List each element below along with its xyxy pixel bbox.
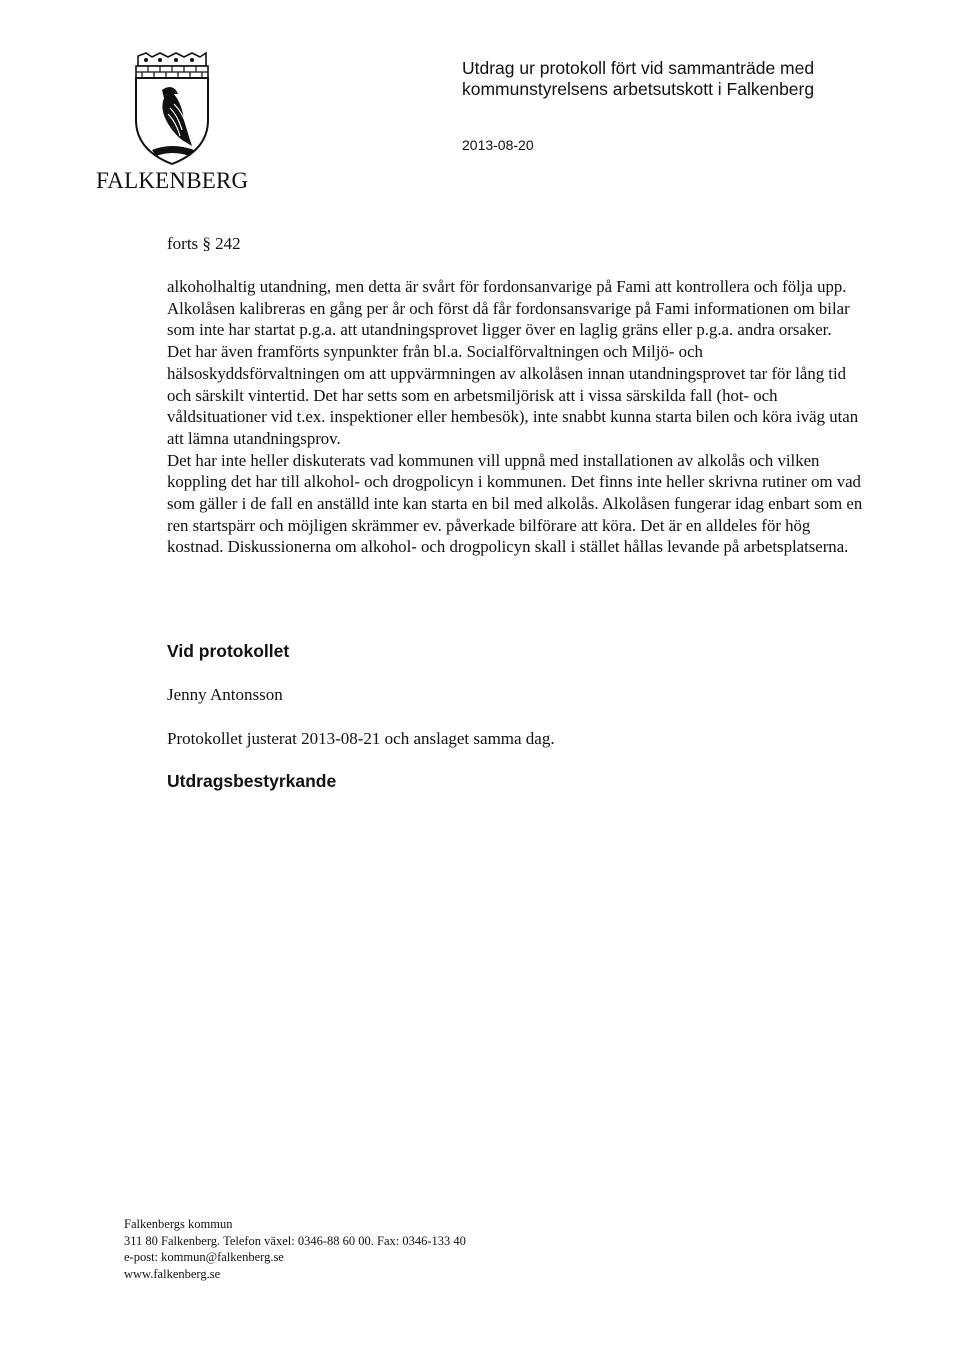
paragraph: Det har även framförts synpunkter från bl.a. Socialförvaltningen och Miljö- och hälsoskyddsförvaltningen om att uppvärmningen av alkolåsen innan utandningsprovet tar för lång tid och särskilt vintertid. Det har setts som en arbetsmiljörisk att i vissa särskilda fall (hot- och våldsituationer vid t.ex. inspektioner eller hembesök), inte snabbt kunna starta bilen och köra iväg utan att lämna utandningsprov. xyxy=(167,342,859,448)
title-line: kommunstyrelsens arbetsutskott i Falkenberg xyxy=(462,79,815,99)
brand-name: FALKENBERG xyxy=(96,168,249,193)
adjustment-note: Protokollet justerat 2013-08-21 och anslaget samma dag. xyxy=(167,729,555,748)
coat-of-arms-icon xyxy=(130,50,212,168)
footer-address: 311 80 Falkenberg. Telefon växel: 0346-88 60 00. Fax: 0346-133 40 xyxy=(124,1233,466,1248)
section-reference: forts § 242 xyxy=(167,234,241,253)
footer xyxy=(124,1216,466,1283)
title-line: Utdrag ur protokoll fört vid sammanträde med xyxy=(462,58,815,78)
secretary-name: Jenny Antonsson xyxy=(167,685,283,704)
footer-org: Falkenbergs kommun xyxy=(124,1217,233,1231)
footer-email: e-post: kommun@falkenberg.se xyxy=(124,1250,284,1265)
body-text xyxy=(167,276,867,558)
footer-web: www.falkenberg.se xyxy=(124,1267,221,1282)
protocol-heading: Vid protokollet xyxy=(167,641,290,661)
paragraph: alkoholhaltig utandning, men detta är svårt för fordonsanvarige på Fami att kontrollera och följa upp. Alkolåsen kalibreras en gång per år och först då får fordonsansvarige på Fami informationen om bilar som inte har startat p.g.a. att utandningsprovet ligger över en laglig gräns eller p.g.a. andra orsaker. xyxy=(167,277,850,340)
document-date: 2013-08-20 xyxy=(462,137,534,153)
certification-heading: Utdragsbestyrkande xyxy=(167,771,337,791)
paragraph: Det har inte heller diskuterats vad kommunen vill uppnå med installationen av alkolås och vilken koppling det har till alkohol- och drogpolicyn i kommunen. Det finns inte heller skrivna rutiner om vad som gäller i de fall en anställd inte kan starta en bil med alkolås. Alkolåsen fungerar idag enbart som en ren startspärr och möjligen skrämmer ev. påverkade bilförare att köra. Det är en alldeles för hög kostnad. Diskussionerna om alkohol- och drogpolicyn skall i stället hållas levande på arbetsplatserna. xyxy=(167,450,863,557)
document-title xyxy=(462,58,922,100)
